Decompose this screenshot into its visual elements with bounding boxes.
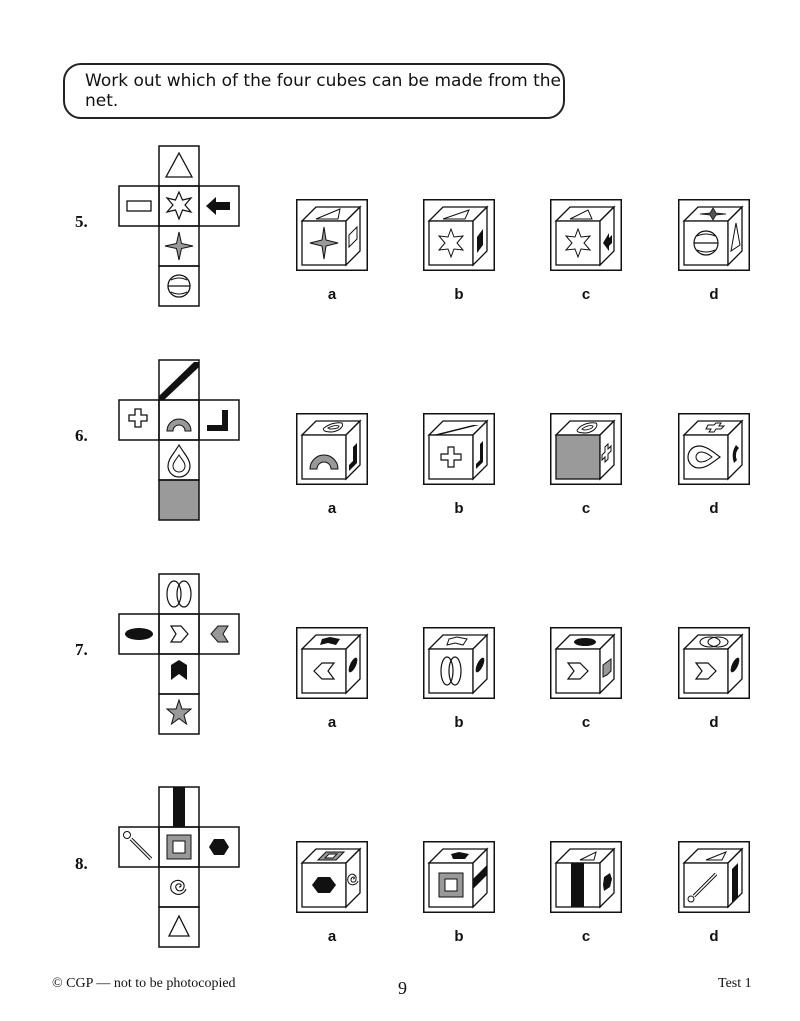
cube-option-b[interactable] [423,841,495,913]
option-label-b: b [454,286,464,303]
cube-option-d[interactable] [678,841,750,913]
cube-option-c[interactable] [550,841,622,913]
option-label-b: b [454,928,464,945]
question-number: 6. [75,426,88,445]
option-label-d: d [709,500,719,517]
instruction-text: Work out which of the four cubes can be made from the net. [85,71,561,111]
question-number: 7. [75,640,88,659]
option-label-d: d [709,286,719,303]
option-label-a: a [327,928,337,945]
option-label-a: a [327,500,337,517]
option-label-a: a [327,714,337,731]
cube-option-b[interactable] [423,627,495,699]
cube-option-d[interactable] [678,413,750,485]
option-label-c: c [581,286,591,303]
cube-option-a[interactable] [296,199,368,271]
cube-option-c[interactable] [550,413,622,485]
cube-option-b[interactable] [423,199,495,271]
option-label-c: c [581,500,591,517]
cube-option-d[interactable] [678,199,750,271]
cube-net [118,786,240,948]
option-label-d: d [709,714,719,731]
cube-net [118,145,240,307]
option-label-b: b [454,714,464,731]
cube-option-c[interactable] [550,627,622,699]
question-number: 8. [75,854,88,873]
cube-option-d[interactable] [678,627,750,699]
option-label-d: d [709,928,719,945]
option-label-c: c [581,714,591,731]
option-label-b: b [454,500,464,517]
footer-copyright: © CGP — not to be photocopied [52,976,236,991]
cube-option-c[interactable] [550,199,622,271]
cube-net [118,573,240,735]
footer-test-label: Test 1 [718,976,752,991]
option-label-c: c [581,928,591,945]
cube-option-a[interactable] [296,413,368,485]
cube-option-a[interactable] [296,841,368,913]
option-label-a: a [327,286,337,303]
cube-option-a[interactable] [296,627,368,699]
page-number: 9 [398,978,407,998]
question-number: 5. [75,212,88,231]
cube-net [118,359,240,521]
instruction-box [63,63,565,119]
cube-option-b[interactable] [423,413,495,485]
